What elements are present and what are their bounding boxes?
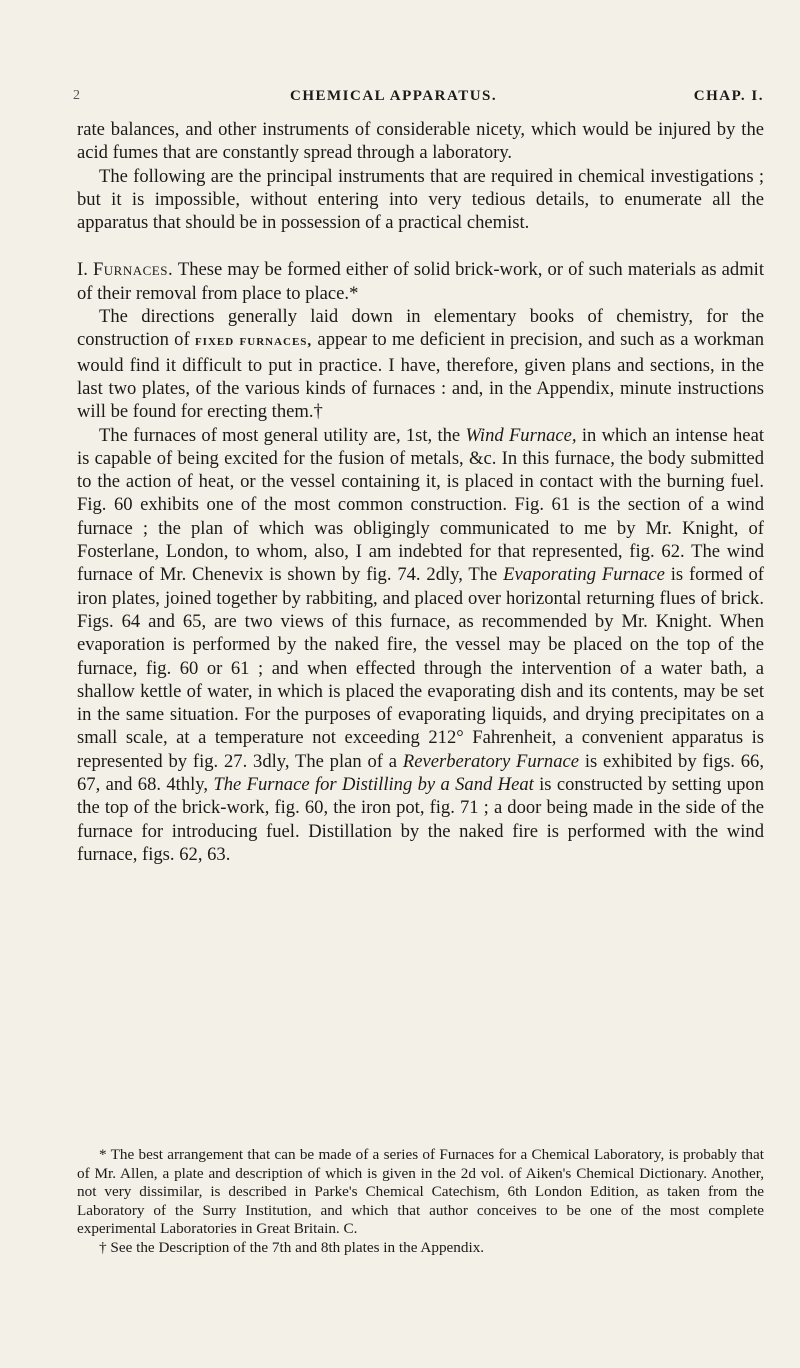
paragraph-5	[77, 424, 764, 867]
paragraph-4-text-b: appear to me deficient in precision, and such as a workman would find it difficult to put in practice. I have, therefore, given plans and sections, in the last two plates, of the various kinds of furnaces : and, in the Appendix, minute instructions will be found for erecting them.†	[77, 329, 764, 423]
body-text	[77, 118, 764, 866]
section-heading-furnaces: Furnaces.	[92, 259, 174, 281]
paragraph-5-text-c: is formed of iron plates, joined together by rabbiting, and placed over horizontal returning flues of brick. Figs. 64 and 65, are two views of this furnace, as recommended by Mr. Knight. When evaporation is performed by the naked fire, the vessel may be placed on the top of the furnace, fig. 60 or 61 ; and when effected through the intervention of a water bath, a shallow kettle of water, in which is placed the evaporating dish and its contents, may be set in the same situation. For the purposes of evaporating liquids, and drying precipitates on a small scale, at a temperature not exceeding 212° Fahrenheit, a convenient apparatus is represented by fig. 27. 3dly, The plan of a	[77, 564, 764, 772]
section-numeral: I.	[77, 259, 93, 281]
paragraph-5-text-b: in which an intense heat is capable of being excited for the fusion of metals, &c. In this furnace, the body submitted to the action of heat, or the vessel containing it, is placed in contact with the burning fuel. Fig. 60 exhibits one of the most common construction. Fig. 61 is the section of a wind furnace ; the plan of which was obligingly communicated to me by Mr. Knight, of Fosterlane, London, to whom, also, I am indebted for that represented, fig. 62. The wind furnace of Mr. Chenevix is shown by fig. 74. 2dly, The	[77, 424, 764, 586]
term-evaporating-furnace: Evaporating Furnace	[503, 564, 665, 586]
footnotes	[77, 1146, 764, 1258]
term-sand-heat-furnace: The Furnace for Distilling by a Sand Heat	[213, 774, 534, 796]
paragraph-1	[77, 118, 764, 165]
paragraph-4-text-a: The directions generally laid down in elementary books of chemistry, for the construction of	[77, 306, 764, 351]
term-reverberatory-furnace: Reverberatory Furnace	[402, 750, 580, 772]
paragraph-1-text: rate balances, and other instruments of considerable nicety, which would be injured by the acid fumes that are constantly spread through a laboratory.	[77, 119, 764, 164]
paragraph-4	[77, 305, 764, 423]
paragraph-5-text-d: is exhibited by figs. 66, 67, and 68. 4thly,	[77, 750, 764, 796]
term-fixed-furnaces: fixed furnaces,	[194, 333, 313, 350]
term-wind-furnace: Wind Furnace,	[465, 424, 577, 446]
running-head	[73, 88, 764, 108]
paragraph-2	[77, 165, 764, 235]
paragraph-2-text: The following are the principal instruments that are required in chemical investigations ; but it is impossible, without entering into very tedious details, to enumerate all the apparatus that should be in possession of a practical chemist.	[77, 165, 764, 234]
footnote-2: † See the Description of the 7th and 8th plates in the Appendix.	[99, 1238, 485, 1256]
footnote-1: * The best arrangement that can be made of a series of Furnaces for a Chemical Laboratory, is probably that of Mr. Allen, a plate and description of which is given in the 2d vol. of Aiken's Chemical Dictionary. Another, not very dissimilar, is described in Parke's Chemical Catechism, 6th London Edition, as taken from the Laboratory of the Surry Institution, and which that author conceives to be one of the most complete experimental Laboratories in Great Britain. C.	[77, 1146, 764, 1238]
running-title: CHEMICAL APPARATUS.	[290, 88, 498, 104]
paragraph-5-text-e: is constructed by setting upon the top of the brick-work, fig. 60, the iron pot, fig. 71 ; a door being made in the side of the furnace for introducing fuel. Distillation by the naked fire is performed with the wind furnace, figs. 62, 63.	[77, 774, 764, 865]
page-number: 2	[73, 88, 82, 103]
paragraph-furnaces-text: These may be formed either of solid brick-work, or of such materials as admit of their removal from place to place.*	[77, 259, 764, 304]
paragraph-furnaces	[77, 258, 764, 305]
paragraph-5-text-a: The furnaces of most general utility are, 1st, the	[99, 424, 466, 446]
chapter-label: CHAP. I.	[693, 88, 764, 104]
